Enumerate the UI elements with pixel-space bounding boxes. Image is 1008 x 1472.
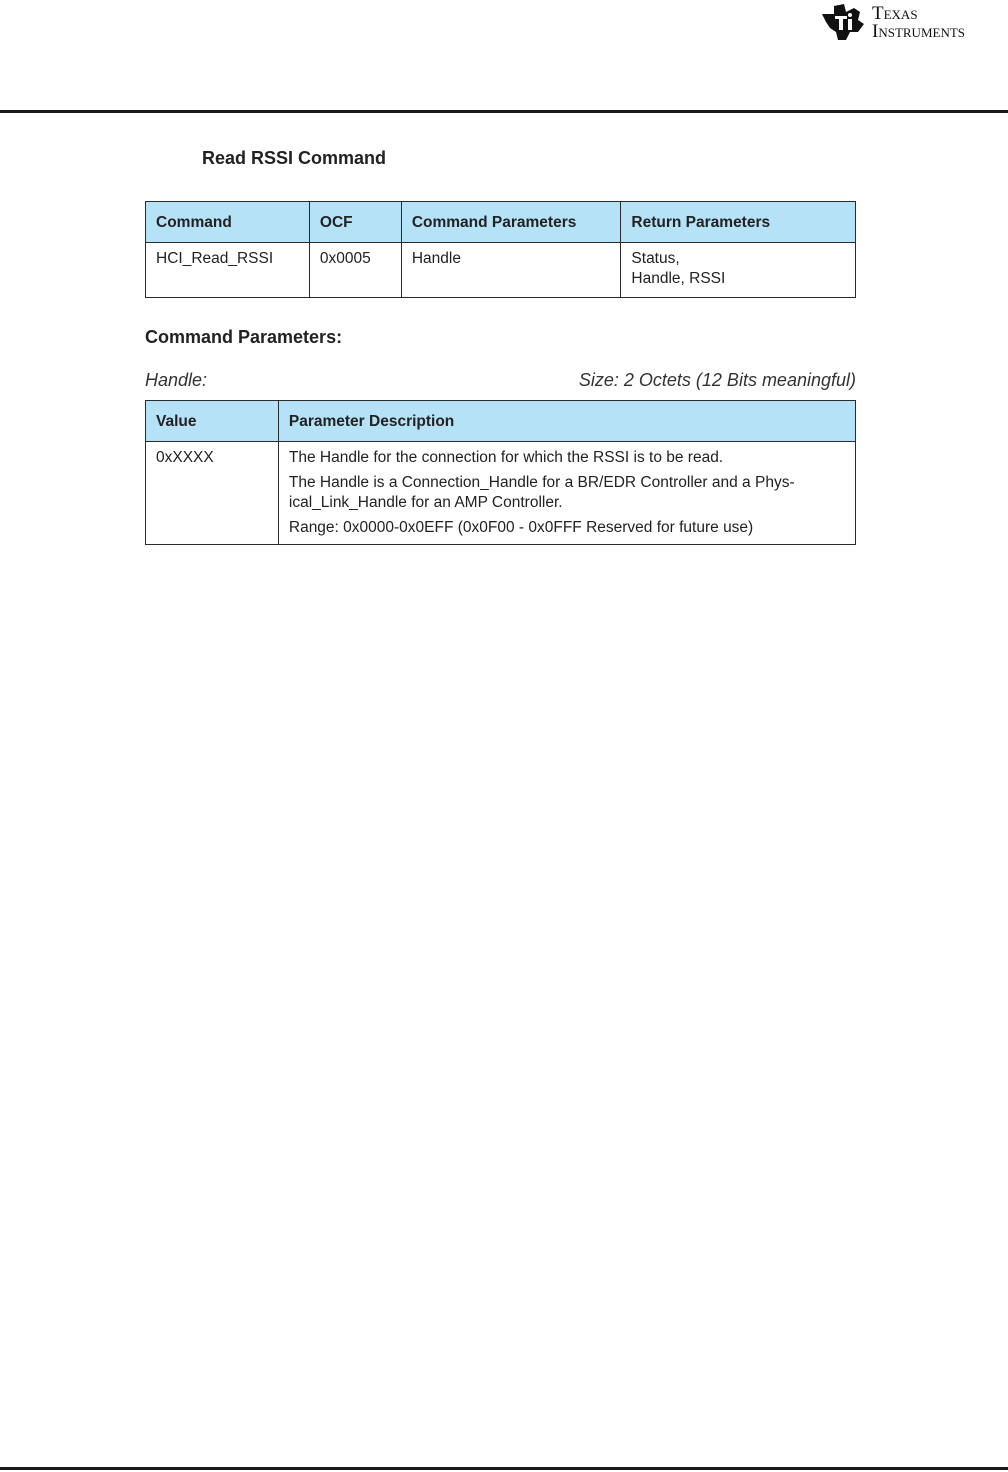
- parameter-info: [145, 370, 856, 391]
- brand-line-2: Instruments: [872, 21, 966, 42]
- command-cell: HCI_Read_RSSI: [146, 243, 310, 298]
- return-line: Handle, RSSI: [631, 270, 726, 287]
- ti-wordmark: [872, 5, 965, 41]
- page-title: Read RSSI Command: [202, 148, 387, 168]
- column-header: Return Parameters: [621, 202, 856, 243]
- table-row: [146, 442, 856, 545]
- value-cell: 0xXXXX: [146, 442, 279, 545]
- parameter-size: Size: 2 Octets (12 Bits meaningful): [578, 370, 856, 390]
- footer-rule: [0, 1467, 1008, 1470]
- column-header: Value: [146, 401, 279, 442]
- return-parameters-cell: [621, 243, 856, 298]
- column-header: Command Parameters: [401, 202, 621, 243]
- command-table: [145, 201, 856, 298]
- ti-logo-icon: [820, 2, 866, 42]
- command-parameters-heading: Command Parameters:: [145, 327, 343, 347]
- table-row: [146, 243, 856, 298]
- ti-logo: [820, 0, 1008, 50]
- brand-line-1: Texas: [872, 3, 918, 24]
- description-line: The Handle is a Connection_Handle for a BR/EDR Controller and a Phys-ical_Link_Handle for an AMP Controller.: [288, 474, 795, 511]
- column-header: Command: [146, 202, 310, 243]
- table-header-row: [146, 202, 856, 243]
- ocf-cell: 0x0005: [309, 243, 401, 298]
- table-header-row: [146, 401, 856, 442]
- header-rule: [0, 110, 1008, 113]
- column-header: Parameter Description: [278, 401, 855, 442]
- description-line: The Handle for the connection for which the RSSI is to be read.: [288, 449, 724, 466]
- description-line: Range: 0x0000-0x0EFF (0x0F00 - 0x0FFF Reserved for future use): [288, 519, 754, 536]
- parameter-table: [145, 400, 856, 545]
- description-cell: [278, 442, 855, 545]
- column-header: OCF: [309, 202, 401, 243]
- command-parameters-cell: Handle: [401, 243, 621, 298]
- return-line: Status,: [631, 250, 680, 267]
- parameter-name: Handle:: [145, 370, 208, 390]
